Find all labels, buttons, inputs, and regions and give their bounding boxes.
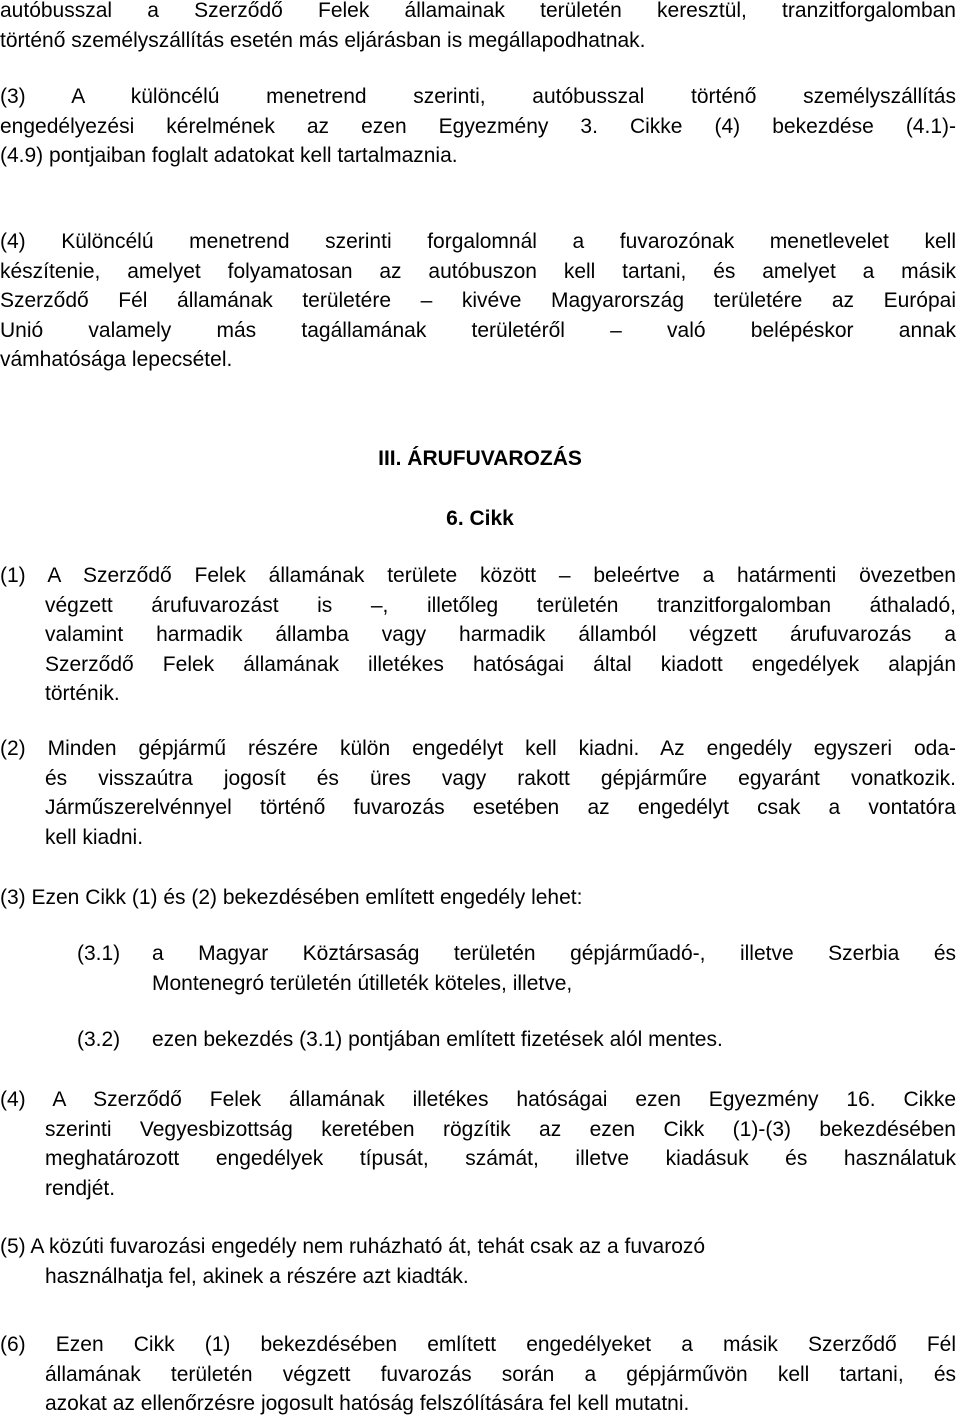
subpoint-3-2 [77,1025,956,1055]
article-title: 6. Cikk [446,507,514,530]
text-line: kell kiadni. [45,825,144,849]
text-line: engedélyezési kérelmének az ezen Egyezmény 3. Cikke (4) bekezdése (4.1)- [0,114,956,138]
text-line: történik. [45,682,120,705]
text-line: azokat az ellenőrzésre jogosult hatóság felszólítására fel kell mutatni. [45,1392,690,1415]
text-line: meghatározott engedélyek típusát, számát, illetve kiadásuk és használatuk [45,1147,956,1170]
text-line: készítenie, amelyet folyamatosan az autóbuszon kell tartani, és amelyet a másik [0,259,956,283]
text-line: (5) A közúti fuvarozási engedély nem ruházható át, tehát csak az a fuvarozó [0,1235,706,1258]
text-line: valamint harmadik államba vagy harmadik államból végzett árufuvarozás a [45,623,956,646]
text-line: a Magyar Köztársaság területén gépjárműadó-, illetve Szerbia és [152,942,956,965]
text-line: rendjét. [45,1176,116,1200]
text-line: (4) A Szerződő Felek államának illetékes hatóságai ezen Egyezmény 16. Cikke [0,1088,956,1111]
text-line: Unió valamely más tagállamának területéről – való belépéskor annak [0,318,956,342]
text-line: Járműszerelvénnyel történő fuvarozás esetében az engedélyt csak a vontatóra [45,796,956,819]
subpoint-text [152,939,956,998]
section-title: III. ÁRUFUVAROZÁS [378,447,582,470]
text-line: végzett árufuvarozást is –, illetőleg területén tranzitforgalomban áthaladó, [45,593,956,617]
article-paragraph-5 [0,1232,956,1291]
subpoint-number: (3.1) [77,942,121,965]
text-line: autóbusszal a Szerződő Felek államainak területén keresztül, tranzitforgalomban [0,0,956,22]
article-paragraph-1 [0,561,956,709]
text-line: ezen bekezdés (3.1) pontjában említett fizetések alól mentes. [152,1028,723,1051]
subpoint-3-1 [77,939,956,999]
text-line: (2) Minden gépjármű részére külön engedélyt kell kiadni. Az engedély egyszeri oda- [0,737,956,760]
paragraph-4 [0,227,956,375]
text-line: Szerződő Fél államának területére – kivéve Magyarország területére az Európai [0,289,956,312]
article-paragraph-3 [0,883,956,913]
text-line: vámhatósága lepecsétel. [0,348,233,371]
text-line: Montenegró területén útilleték köteles, illetve, [152,971,573,995]
text-line: (1) A Szerződő Felek államának területe között – beleértve a határmenti övezetben [0,564,956,587]
text-line: (4) Különcélú menetrend szerinti forgalomnál a fuvarozónak menetlevelet kell [0,230,956,253]
continuation-paragraph [0,0,956,55]
article-paragraph-6 [0,1330,956,1419]
subpoint-number: (3.2) [77,1028,121,1051]
text-line: államának területén végzett fuvarozás során a gépjárművön kell tartani, és [45,1362,956,1386]
text-line: szerinti Vegyesbizottság keretében rögzítik az ezen Cikk (1)-(3) bekezdésében [45,1117,956,1141]
text-line: (3) Ezen Cikk (1) és (2) bekezdésében említett engedély lehet: [0,886,583,909]
text-line: történő személyszállítás esetén más eljárásban is megállapodhatnak. [0,28,646,52]
text-line: (3) A különcélú menetrend szerinti, autóbusszal történő személyszállítás [0,85,956,108]
text-line: és visszaútra jogosít és üres vagy rakott gépjárműre egyaránt vonatkozik. [45,766,956,790]
paragraph-3 [0,82,956,171]
text-line: használhatja fel, akinek a részére azt kiadták. [45,1264,469,1288]
text-line: (6) Ezen Cikk (1) bekezdésében említett engedélyeket a másik Szerződő Fél [0,1333,956,1356]
text-line: Szerződő Felek államának illetékes hatóságai által kiadott engedélyek alapján [45,652,956,676]
text-line: (4.9) pontjaiban foglalt adatokat kell tartalmaznia. [0,144,458,167]
article-paragraph-4 [0,1085,956,1203]
subpoint-text [152,1025,956,1055]
article-paragraph-2 [0,734,956,852]
